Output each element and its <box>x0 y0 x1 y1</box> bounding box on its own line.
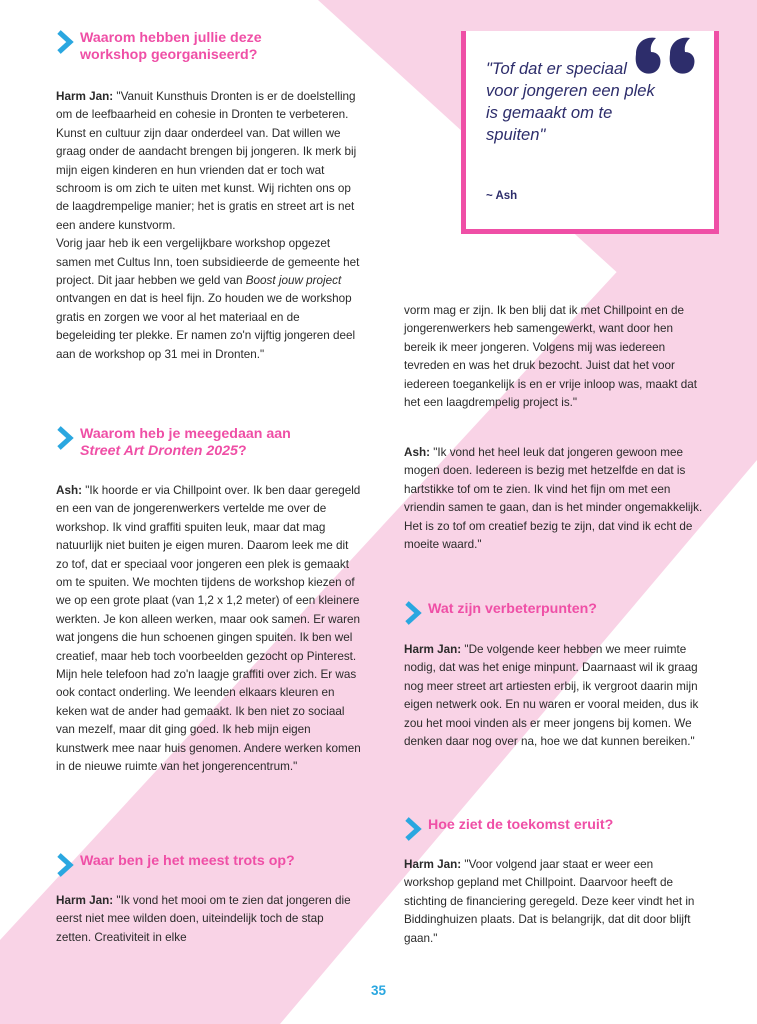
quotation-mark-icon <box>632 34 700 84</box>
heading-why-organised <box>55 30 262 64</box>
heading-improvements <box>403 601 597 626</box>
page-number: 35 <box>370 983 387 998</box>
heading-text: Waarom hebben jullie deze workshop georganiseerd? <box>80 30 262 63</box>
answer-harm-jan-4: Harm Jan: "De volgende keer hebben we meer ruimte nodig, dat was het enige minpunt. Daarnaast wil ik graag nog meer street art artiesten erbij, ik vergroot daarin mijn eigen netwerk ook. En nu waren er vooral meiden, dus ik zou het mooi vinden als er meer jongens bij komen. We denken daar nog over na, hoe we dat kunnen bereiken." <box>404 643 699 749</box>
heading-text: Wat zijn verbeterpunten? <box>428 601 597 617</box>
quote-text: "Tof dat er speciaal voor jongeren een plek is gemaakt om te spuiten" <box>486 59 655 144</box>
answer-ash-3: Ash: "Ik vond het heel leuk dat jongeren gewoon mee mogen doen. Iedereen is bezig met hetzelfde en dat is hartstikke tof om te zien. Ik vind het fijn om met een vriendin samen te gaan, dan is het minder ongemakkelijk. Het is zo tof om creatief bezig te zijn, dat vind ik echt de moeite waard." <box>404 446 703 552</box>
chevron-right-icon <box>55 29 77 55</box>
chevron-right-icon <box>403 816 425 842</box>
heading-text: Waar ben je het meest trots op? <box>80 853 295 869</box>
chevron-right-icon <box>55 852 77 878</box>
answer-harm-jan-1: Harm Jan: "Vanuit Kunsthuis Dronten is er de doelstelling om de leefbaarheid en cohesie in Dronten te verbeteren. Kunst en cultuur zijn daar onderdeel van. Dat willen we graag onder de aandacht brengen bij jongeren. Ik merk bij mijn eigen kinderen en hun vrienden dat er toch wat schroom is om zich te uiten met kunst. Wij richten ons op de laagdrempelige manier; het is gratis en street art is net een andere kunstvorm. Vorig jaar heb ik een vergelijkbare workshop opgezet samen met Cultus Inn, toen subsidieerde de gemeente het project. Dit jaar hebben we geld van Boost jouw project ontvangen en dat is heel fijn. Zo houden we de workshop gratis en zorgen we voor al het materiaal en de begeleiding ter plekke. Er namen zo'n vijftig jongeren deel aan de workshop op 31 mei in Dronten." <box>56 90 360 361</box>
heading-future <box>403 817 613 842</box>
answer-harm-jan-5: Harm Jan: "Voor volgend jaar staat er weer een workshop gepland met Chillpoint. Daarvoor heeft de stichting de financiering geregeld. Deze keer vindt het in Biddinghuizen plaats. Dat is belangrijk, dat dit door blijft gaan." <box>404 858 695 945</box>
heading-text: Waarom heb je meegedaan aan Street Art Dronten 2025? <box>80 426 291 459</box>
heading-text: Hoe ziet de toekomst eruit? <box>428 817 614 833</box>
answer-harm-jan-3: Harm Jan: "Ik vond het mooi om te zien dat jongeren die eerst niet mee wilden doen, uiteindelijk toch de stap zetten. Creativiteit in elke <box>56 894 351 944</box>
answer-ash-1: Ash: "Ik hoorde er via Chillpoint over. Ik ben daar geregeld en een van de jongerenwerkers vertelde me over de workshop. Ik vind graffiti spuiten leuk, maar dat mag natuurlijk niet buiten je eigen muren. Daarom leek me dit zo tof, dat er speciaal voor jongeren een plek is gemaakt om te spuiten. We mochten tijdens de workshop kiezen of we op een grote plaat (van 1,2 x 1,2 meter) of een kleinere werkten. Je kon alleen werken, maar ook samen. Er waren wat jongens die hun schoenen gingen spuiten. Ik ben wel creatief, maar heb toch voorbeelden gezocht op Pinterest. Mijn hele telefoon had zo'n laagje graffiti over zich. Er was ook contact onderling. We leenden elkaars kleuren en keken wat de ander had gemaakt. Ik ben niet zo sociaal van mezelf, maar dit ging goed. Ik heb mijn eigen kunstwerk mee naar huis genomen. Andere werken komen in de nieuwe ruimte van het jongerencentrum." <box>56 484 361 774</box>
chevron-right-icon <box>403 600 425 626</box>
chevron-right-icon <box>55 425 77 451</box>
quote-author: ~ Ash <box>486 190 518 202</box>
heading-most-proud <box>55 853 295 878</box>
answer-harm-jan-3-continued: vorm mag er zijn. Ik ben blij dat ik met Chillpoint en de jongerenwerkers heb samengewerkt, want door hen bereik ik meer jongeren. Volgens mij was iedereen tevreden en was het druk bezocht. Juist dat het voor iedereen toegankelijk is en er vrije inloop was, maakt dat het een laagdrempelig project is." <box>404 304 697 410</box>
heading-why-participated <box>55 426 291 460</box>
